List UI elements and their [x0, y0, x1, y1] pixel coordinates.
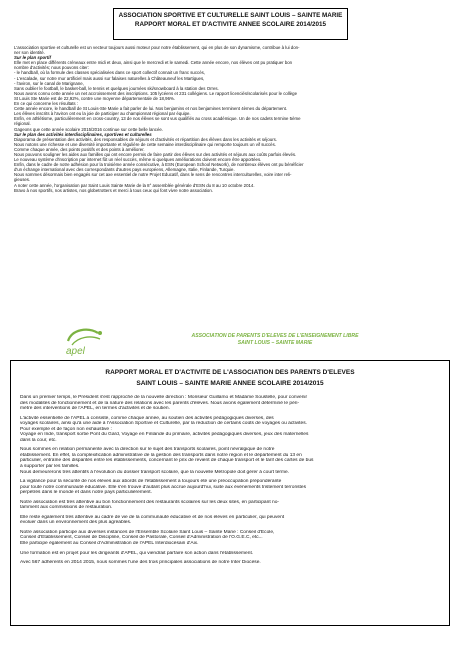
apel-header	[60, 325, 400, 357]
text-line: A noter cette année, l'organisation par Saint Louis Sainte Marie de la 8° assemblée générale d'ESN du 8 au 10 octobre 2014.	[14, 182, 255, 188]
apel-report-box	[10, 360, 450, 626]
text-line: Nous pouvons souligner les aides aux familles qui ont encore permis de faire partir des élèves sur des activités et séjours aux coûts parfois élevés.	[14, 151, 297, 157]
text-line: dans la cour, etc.	[20, 437, 57, 443]
apel-report-title-line2: SAINT LOUIS – SAINTE MARIE ANNEE SCOLAIRE 2014/2015	[136, 380, 324, 387]
text-line: Dans un premier temps, le Président s'est rapproché de la nouvelle direction : Monsieur Guillamo et Madame Soustelle, pour convenir	[20, 395, 308, 400]
text-line: pour toute notre communauté éducative. Elle s'en trouve d'autant plus accrue aujourd'hui, suite aux événements tristement terroristes	[20, 484, 307, 490]
text-line: tamment aux commissions de restauration.	[20, 505, 113, 511]
text-line: mètre des interventions de l'APEL, en termes d'activités et de soutien.	[20, 406, 170, 412]
text-line: d'un échange international avec des correspondants d'autres pays européens, Allemagne, Italie, Finlande, Turquie.	[14, 167, 235, 173]
text-line: La vigilance pour la sécurité de nos élèves aux abords de l'établissement a toujours été une préoccupation prépondérante	[20, 479, 282, 485]
text-line: Cette année encore, le handball de St Louis-Ste Marie a fait parler de lui. Nos benjamins et nos benjamines terminent 4èmes du département.	[14, 106, 288, 112]
text-line: nombre d'activités; nous pouvons citer:	[14, 65, 89, 71]
text-line: - le handball, où la formule des classes spécialisées dans ce sport collectif connait un franc succès,	[14, 70, 205, 76]
text-line: Elle participe également au Conseil d'Administration de l'APEL Interdiocésain d'Aix.	[20, 541, 199, 547]
text-line: Pour exemple et de façon non exhaustive :	[20, 426, 112, 432]
text-line: Une formation est en projet pour les dirigeants d'APEL, qui viendrait parfaire son action dans l'établissement.	[20, 550, 254, 556]
text-line: voyages scolaires, ainsi qu'à une aide à l'Association Sportive et Culturelle, par la réduction de certains coûts de voyages ou activités.	[20, 421, 307, 427]
apel-report-title	[11, 367, 449, 389]
text-line: Notre association participe aux diverses instances de l'Ensemble Scolaire Saint Louis – Sainte Marie : Conseil d'Ecole,	[20, 529, 275, 535]
apel-report-body	[20, 395, 442, 566]
text-line: Sans oublier le football, le basket-ball, le tennis et quelques journées ski/snowboard à la station des Orres.	[14, 85, 219, 91]
apel-report-title-line1: RAPPORT MORAL ET D'ACTIVITE DE L'ASSOCIATION DES PARENTS D'ELEVES	[105, 369, 355, 376]
text-line: particulier, entraîne des disparités entre les établissements, concernant le prix de revient de chaque transport et le tarif des cartes de bus	[20, 458, 314, 464]
text-line: Elle reste également très attentive au cadre de vie de la communauté éducative et de nos élèves en particulier, qui peuvent	[20, 514, 285, 520]
text-line: Nous sommes désormais bien engagés sur cet axe essentiel de notre Projet Educatif, dans le sens de rencontres interculturelles, voire inter reli-	[14, 172, 292, 178]
text-line: Les élèves inscrits à l'aviron ont eu la joie de participer au championnat régional par équipe.	[14, 111, 191, 117]
text-line: Notre association est très attentive au bon fonctionnement des restaurants scolaires sur les deux sites, en participant no-	[20, 499, 280, 505]
text-line: - L'escalade, sur notre mur artificiel mais aussi sur falaises naturelles à Châteauneuf les Martigues,	[14, 75, 205, 81]
text-line: ner son identité.	[14, 50, 45, 56]
sport-report-body	[14, 45, 450, 193]
apel-logo-text: apel	[66, 346, 85, 357]
text-line: Avec 567 adhérents en 2014 2015, nous sommes l'une des trois principales associations de notre Inter Diocèse.	[20, 560, 261, 566]
text-line: Elle met en place différents créneaux entre midi et deux, ainsi que le mercredi et le samedi. Cette année encore, nos élèves ont pu pratiquer bon	[14, 60, 293, 66]
text-line: perpétrés dans le monde et dans notre pays particulièrement.	[20, 490, 152, 496]
sport-report-title-box	[113, 8, 348, 40]
text-line: Diaporama de présentation des activités, des responsables de séjours et d'activités et répartition des élèves dans les activités et séjours.	[14, 136, 278, 142]
text-line: Bravo à nos sportifs, nos artistes, nos globetrotters et merci à tous ceux qui font vivre notre association.	[14, 187, 213, 193]
text-line: Comme chaque année, des points positifs et des points à améliorer.	[14, 146, 145, 152]
text-line: Le nouveau système d'inscription par internet fût un réel succès, même si quelques améliorations doivent encore être apportées.	[14, 157, 262, 163]
text-line: Voyage en Inde, transport sortie Pont du Gard, Voyage en Finlande du primaire, activités pédagogiques diverses, jeux des maternelles	[20, 432, 309, 438]
text-line: Gageons que cette année scolaire 2015/2016 continue sur cette belle lancée.	[14, 126, 164, 132]
text-line: Nous notons une richesse et une diversité importante et régulière de cette semaine interdisciplinaire qui remporte toujours un vif succès.	[14, 141, 276, 147]
text-line: - l'aviron, sur le canal de Marignane,	[14, 80, 84, 86]
section-heading: Sur le plan des activités interdisciplinaires, sportives et culturelles	[14, 131, 152, 137]
text-line: Enfin, dans le cadre de notre adhésion pour la troisième année consécutive, à ESN (European School Network), de nombreux élèves ont pu bénéficier	[14, 162, 304, 168]
apel-name-line1: ASSOCIATION DE PARENTS D'ELEVES DE L'ENSEIGNEMENT LIBRE	[191, 333, 359, 339]
text-line: gieuses.	[14, 177, 31, 183]
text-line: Nous avons connu cette année un net accroissement des inscriptions. 105 lycéens et 231 collégiens. Le rapport licenciés/scolarisés pour le collège	[14, 90, 297, 96]
text-line: Conseil d'Etablissement, Conseil de Discipline, Conseil de Pastorale, Conseil d'Administration de l'O.G.E.C, etc...	[20, 535, 263, 541]
apel-name-line2: SAINT LOUIS – SAINTE MARIE	[237, 340, 313, 346]
sport-report-subtitle: RAPPORT MORAL ET D'ACTIVITE ANNEE SCOLAIRE 2014/2015	[134, 20, 327, 28]
text-line: Nous demeurerons très attentifs à l'évolution du dossier transport scolaire, que la nouvelle Métropole doit gérer à court terme.	[20, 469, 290, 475]
text-line: En ce qui concerne les résultats :	[14, 101, 78, 107]
text-line: Nous sommes en relation permanente avec la direction sur le sujet des transports scolaires, point névralgique de notre	[20, 447, 275, 453]
apel-logo	[60, 325, 116, 357]
text-line: établissement. En effet, la complexification administrative de la gestion des transports dans notre région et le département du 13 en	[20, 452, 302, 458]
text-line: Enfin, en athlétisme, particulièrement en cross-country, 13 de nos élèves se sont vus qualifiés au cross académique. Un de nos cadets termine 5ème	[14, 116, 301, 122]
text-line: évoluer dans un environnement des plus agréables.	[20, 520, 132, 526]
text-line: à supporter par les familles.	[20, 464, 80, 470]
text-line: des modalités de fonctionnement et de la nature des relations avec les parents d'élèves. Nous avons également déterminé le péri-	[20, 400, 300, 406]
text-line: L'activité essentielle de l'APEL a consisté, comme chaque année, au soutien des activités pédagogiques diverses, des	[20, 415, 274, 421]
apel-association-name	[160, 333, 390, 347]
section-heading: Sur le plan sportif	[14, 55, 51, 61]
text-line: régional.	[14, 121, 31, 127]
text-line: St Louis Ste Marie est de 22,92%, contre une moyenne départementale de 18,96%.	[14, 95, 176, 101]
text-line: L'association sportive et culturelle est un vecteur toujours aussi moteur pour notre établissement, qui en plus de son dynamisme, contribue à lui don-	[14, 45, 300, 50]
sport-association-title: ASSOCIATION SPORTIVE ET CULTURELLE SAINT LOUIS – SAINTE MARIE	[118, 12, 343, 19]
